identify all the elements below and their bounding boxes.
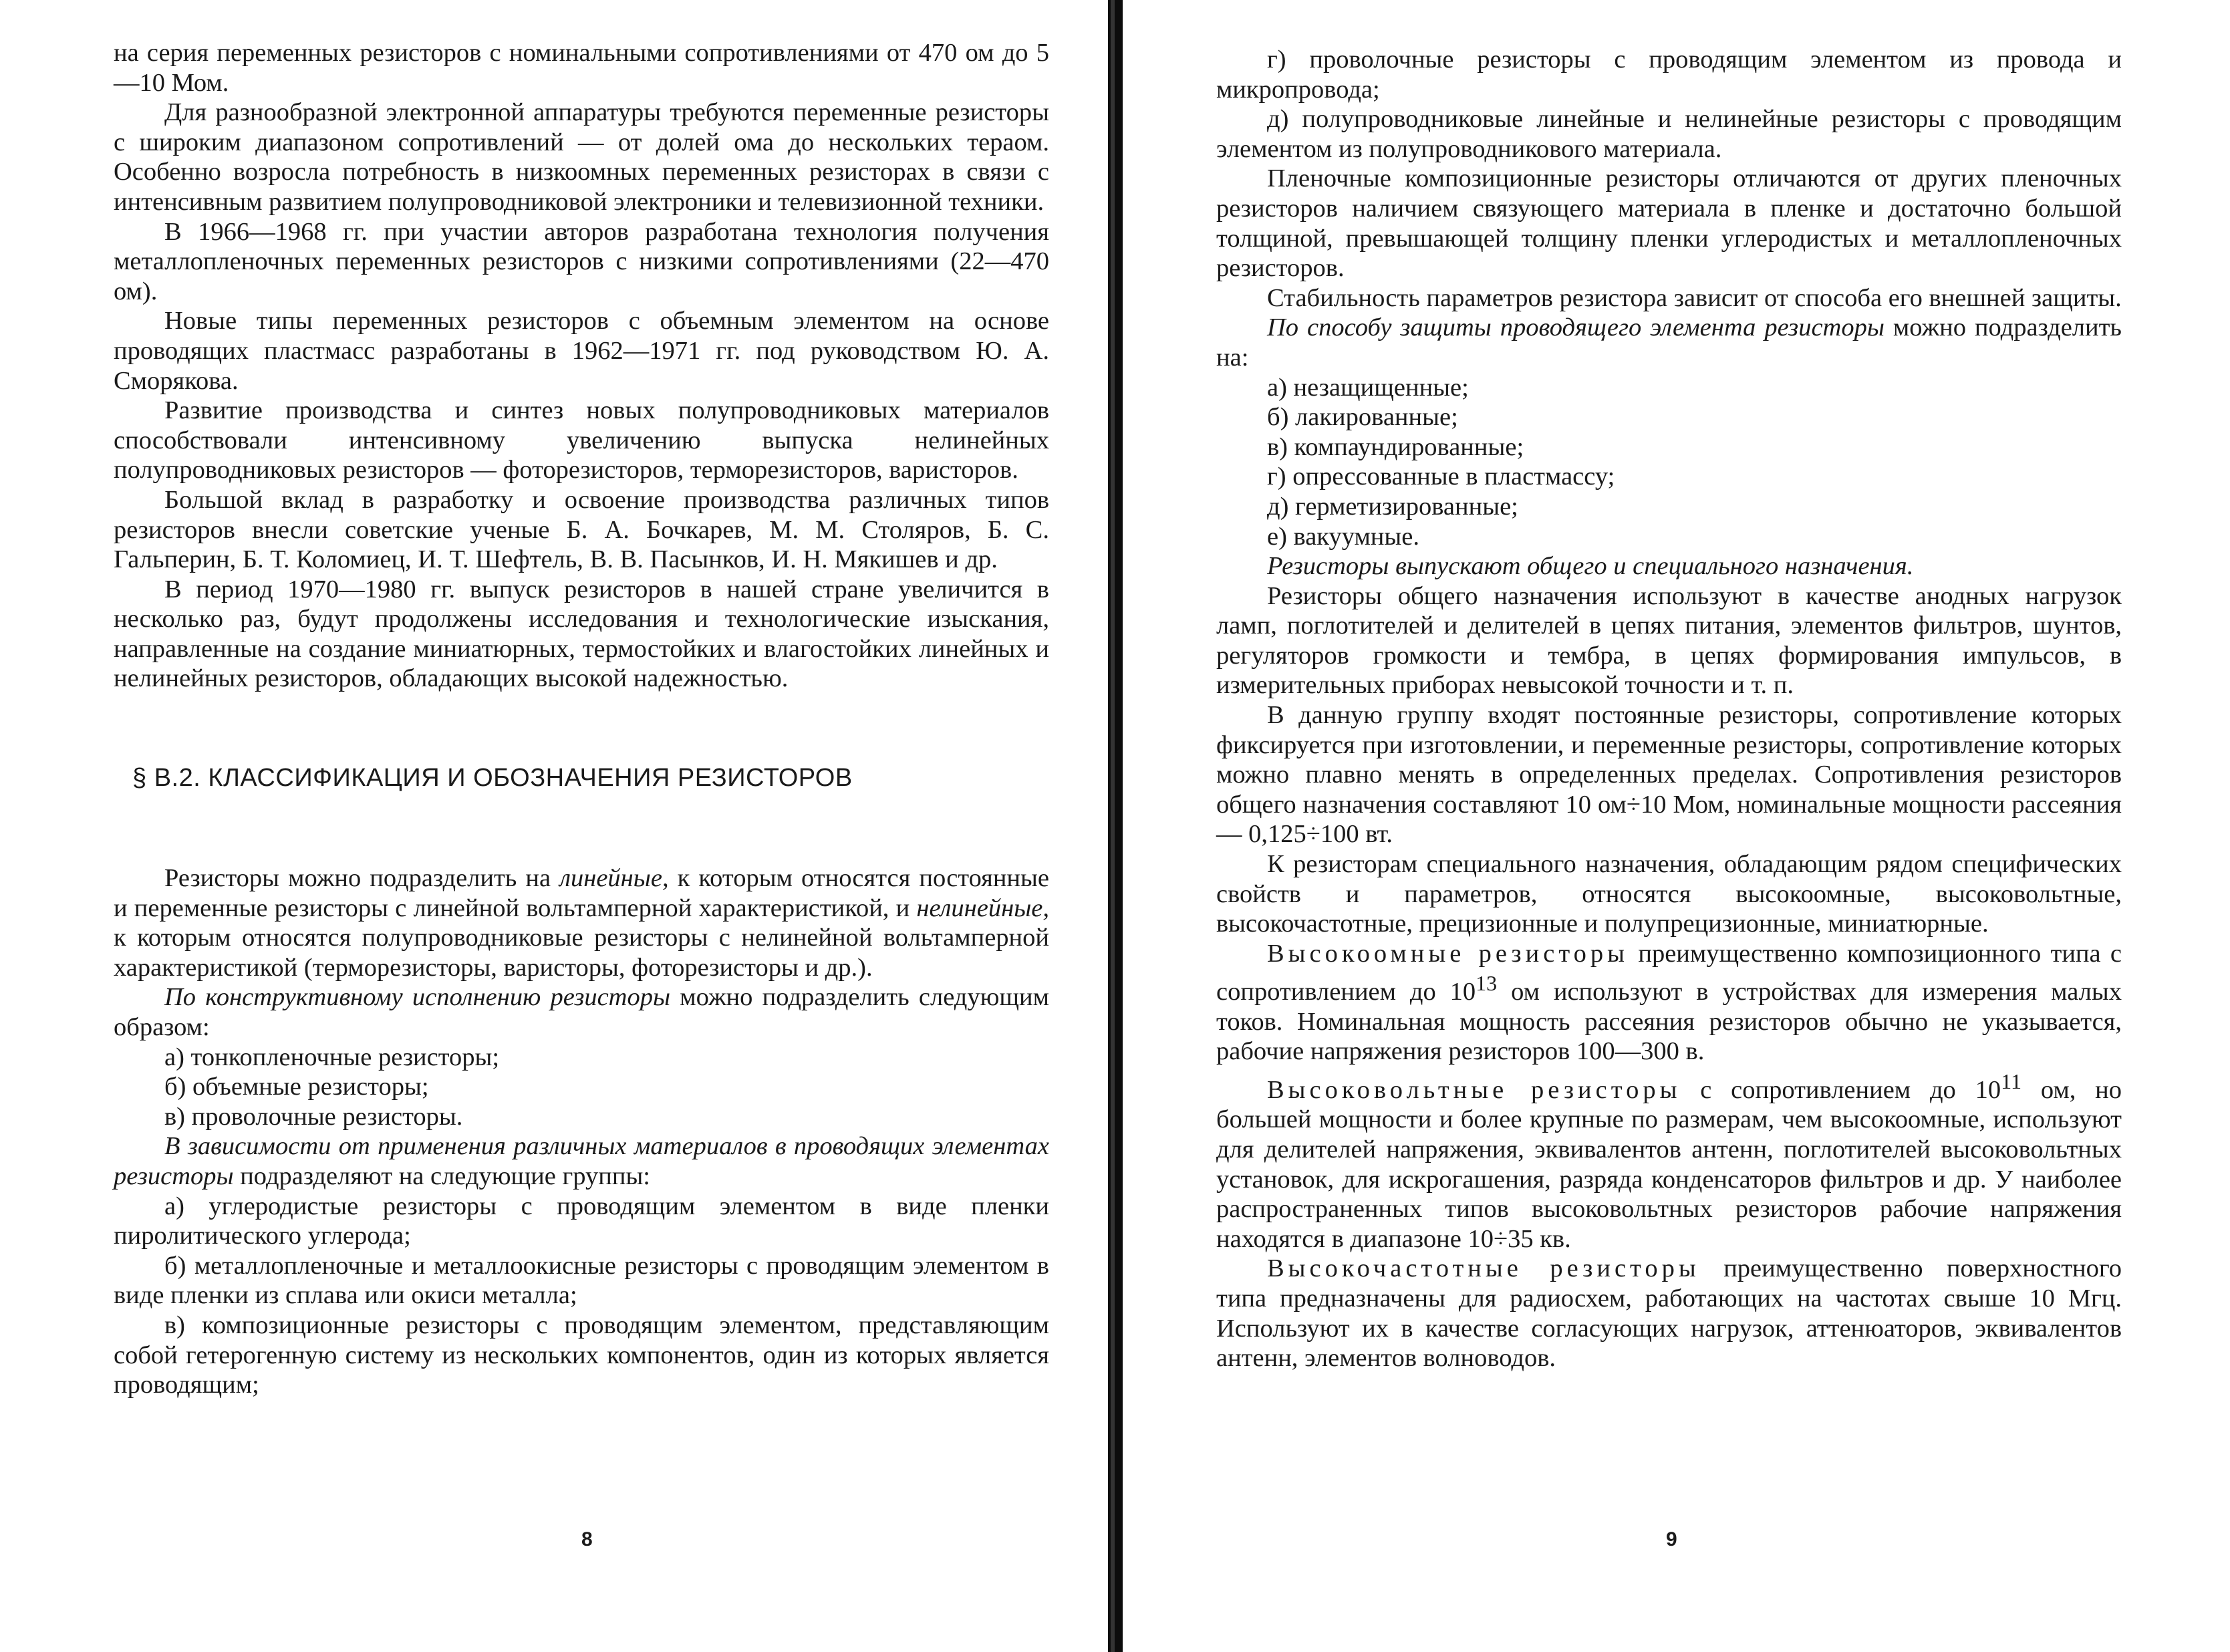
paragraph: Развитие производства и синтез новых полупроводниковых материалов способствовали интенсивному увеличению выпуска нелинейных полупроводниковых резисторов — фоторезисторов, терморезисторов, варисторов. bbox=[114, 396, 1049, 485]
list-item: б) объемные резисторы; bbox=[164, 1073, 429, 1101]
spaced-term: Высоковольтные резисторы bbox=[1267, 1075, 1681, 1104]
italic-phrase: По способу защиты проводящего элемента резисторы bbox=[1267, 313, 1885, 342]
list-item: а) углеродистые резисторы с проводящим элементом в виде пленки пиролитического углерода; bbox=[114, 1192, 1049, 1250]
list-item: д) полупроводниковые линейные и нелинейные резисторы с проводящим элементом из полупроводникового материала. bbox=[1216, 105, 2122, 163]
paragraph: Стабильность параметров резистора зависит от способа его внешней защиты. bbox=[1267, 283, 2122, 312]
paragraph-high-voltage bbox=[1216, 1067, 2122, 1254]
text-run: Резисторы можно подразделить на bbox=[164, 864, 560, 893]
paragraph: Новые типы переменных резисторов с объемным элементом на основе проводящих пластмасс разработаны в 1962—1971 гг. под руководством Ю. А. Сморякова. bbox=[114, 307, 1049, 395]
list-item: б) лакированные; bbox=[1267, 403, 1458, 432]
book-spine bbox=[1108, 0, 1123, 1652]
paragraph: Резисторы общего назначения используют в качестве анодных нагрузок ламп, поглотителей и делителей в цепях питания, элементов фильтров, шунтов, регуляторов громкости и тембра, в цепях формирования импульсов, в измерительных приборах невысокой точности и т. п. bbox=[1216, 581, 2122, 700]
right-page bbox=[1123, 0, 2230, 1652]
right-page-text bbox=[1216, 45, 2122, 1373]
list-item: в) компаундированные; bbox=[1267, 432, 1524, 461]
paragraph: Большой вклад в разработку и освоение производства различных типов резисторов внесли советские ученые Б. А. Бочкарев, М. М. Столяров, Б. С. Гальперин, Б. Т. Коломиец, И. Т. Шефтель, В. В. Пасынков, И. Н. Мякишев и др. bbox=[114, 485, 1049, 574]
page-number: 8 bbox=[581, 1528, 593, 1550]
text-run: с сопротивлением до 10 bbox=[1681, 1075, 2001, 1104]
text-run: можно подразделить на: bbox=[1216, 313, 2122, 372]
exponent: 11 bbox=[2001, 1069, 2022, 1094]
paragraph-linear-nonlinear bbox=[114, 863, 1049, 982]
paragraph: В период 1970—1980 гг. выпуск резисторов в нашей стране увеличится в несколько раз, будут продолжены исследования и технологические изыскания, направленные на создание миниатюрных, термостойких и влагостойких линейных и нелинейных резисторов, обладающих высокой надежностью. bbox=[114, 575, 1049, 693]
italic-term: нелинейные, bbox=[916, 893, 1049, 922]
exponent: 13 bbox=[1476, 971, 1498, 996]
text-run: можно подразделить следующим образом: bbox=[114, 983, 1049, 1042]
list-item: в) композиционные резисторы с проводящим элементом, представляющим собой гетерогенную систему из нескольких компонентов, один из которых является проводящим; bbox=[114, 1311, 1049, 1399]
list-item: в) проволочные резисторы. bbox=[164, 1102, 463, 1131]
italic-phrase: В зависимости от применения различных материалов в проводящих элементах резисторы bbox=[114, 1132, 1049, 1190]
text-run: ом используют в устройствах для измерения малых токов. Номинальная мощность рассеяния резисторов обычно не указывается, рабочие напряжения резисторов 100—300 в. bbox=[1216, 978, 2122, 1066]
paragraph: Пленочные композиционные резисторы отличаются от других пленочных резисторов наличием связующего материала в пленке и достаточно большой толщиной, превышающей толщину пленки углеродистых и металлопленочных резисторов. bbox=[1216, 164, 2122, 283]
italic-phrase: По конструктивному исполнению резисторы bbox=[164, 983, 671, 1012]
list-item: г) проволочные резисторы с проводящим элементом из провода и микропровода; bbox=[1216, 45, 2122, 104]
left-page bbox=[0, 0, 1109, 1652]
paragraph-purpose: Резисторы выпускают общего и специального назначения. bbox=[1267, 552, 1914, 581]
paragraph-protection bbox=[1216, 313, 2122, 372]
list-item: г) опрессованные в пластмассу; bbox=[1267, 462, 1615, 491]
paragraph: В 1966—1968 гг. при участии авторов разработана технология получения металлопленочных переменных резисторов с низкими сопротивлениями (22—470 ом). bbox=[114, 217, 1049, 305]
page-number: 9 bbox=[1666, 1528, 1677, 1550]
list-item: б) металлопленочные и металлоокисные резисторы с проводящим элементом в виде пленки из сплава или окиси металла; bbox=[114, 1251, 1049, 1310]
paragraph-high-frequency bbox=[1216, 1254, 2122, 1373]
spaced-term: Высокоомные резисторы bbox=[1267, 939, 1629, 968]
list-item: е) вакуумные. bbox=[1267, 522, 1419, 551]
text-run: ом, но большей мощности и более крупные по размерам, чем высокоомные, используют для делителей напряжения, эквивалентов антенн, поглотителей высоковольтных установок, для искрогашения, разряда конденсаторов фильтров и др. У наиболее распространенных типов высоковольтных резисторов рабочие напряжения находятся в диапазоне 10÷35 кв. bbox=[1216, 1075, 2122, 1253]
list-item: а) незащищенные; bbox=[1267, 373, 1469, 402]
paragraph: на серия переменных резисторов с номинальными сопротивлениями от 470 ом до 5—10 Мом. bbox=[114, 39, 1049, 97]
section-heading: § В.2. КЛАССИФИКАЦИЯ И ОБОЗНАЧЕНИЯ РЕЗИСТОРОВ bbox=[132, 764, 853, 793]
paragraph-construct bbox=[114, 982, 1049, 1042]
list-item: д) герметизированные; bbox=[1267, 492, 1518, 521]
paragraph: В данную группу входят постоянные резисторы, сопротивление которых фиксируется при изготовлении, и переменные резисторы, сопротивление которых можно плавно менять в определенных пределах. Сопротивления резисторов общего назначения составляют 10 ом÷10 Мом, номинальные мощности рассеяния — 0,125÷100 вт. bbox=[1216, 701, 2122, 849]
paragraph: К резисторам специального назначения, обладающим рядом специфических свойств и параметров, относятся высокоомные, высоковольтные, высокочастотные, прецизионные и полупрецизионные, миниатюрные. bbox=[1216, 850, 2122, 938]
spaced-term: Высокочастотные резисторы bbox=[1267, 1254, 1700, 1283]
paragraph-high-ohm bbox=[1216, 939, 2122, 1067]
italic-term: линейные, bbox=[559, 864, 669, 893]
paragraph-materials bbox=[114, 1131, 1049, 1191]
paragraph: Для разнообразной электронной аппаратуры требуются переменные резисторы с широким диапазоном сопротивлений — от долей ома до нескольких тераом. Особенно возросла потребность в низкоомных переменных резисторах в связи с интенсивным развитием полупроводниковой электроники и телевизионной техники. bbox=[114, 98, 1049, 216]
list-item: а) тонкопленочные резисторы; bbox=[164, 1043, 500, 1071]
text-run: преимущественно поверхностного типа предназначены для радиосхем, работающих на частотах свыше 10 Мгц. Используют их в качестве согласующих нагрузок, аттенюаторов, эквивалентов антенн, элементов волноводов. bbox=[1216, 1254, 2122, 1373]
text-run: к которым относятся постоянные и переменные резисторы с линейной вольтамперной характеристикой, и bbox=[114, 864, 1049, 922]
text-run: преимущественно композиционного типа с сопротивлением до 10 bbox=[1216, 939, 2122, 1006]
text-run: к которым относятся полупроводниковые резисторы с нелинейной вольтамперной характеристикой (терморезисторы, варисторы, фоторезисторы и др.). bbox=[114, 924, 1049, 982]
text-run: подразделяют на следующие группы: bbox=[233, 1162, 651, 1190]
left-page-text bbox=[114, 38, 1049, 1400]
